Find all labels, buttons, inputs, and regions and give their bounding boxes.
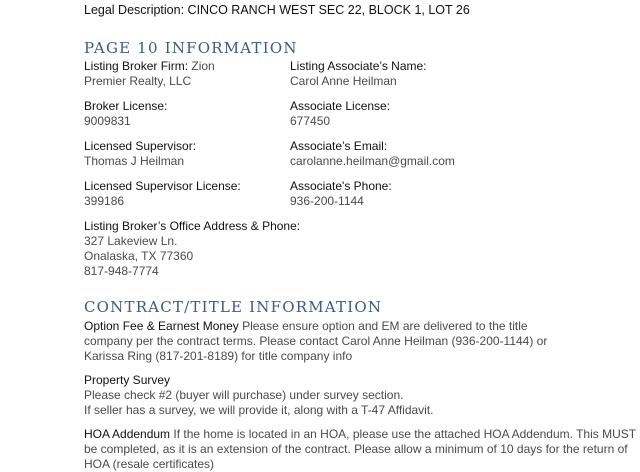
supervisor-license <box>84 179 241 209</box>
office-address <box>84 219 300 279</box>
supervisor-license-label: Licensed Supervisor License: <box>84 179 241 193</box>
associate-phone <box>290 179 392 209</box>
associate-email <box>290 139 455 169</box>
hoa-text-1: If the home is located in an HOA, please use the attached HOA Addendum. This MUST <box>170 427 637 441</box>
contract-section-title: CONTRACT/TITLE INFORMATION <box>84 298 383 316</box>
listing-broker-firm-value-2: Premier Realty, LLC <box>84 74 192 88</box>
hoa-text-3: HOA (resale certificates) <box>84 457 215 471</box>
survey-paragraph <box>84 373 614 418</box>
hoa-text-2: be completed, as it is an extension of the contract. Please allow a minimum of 10 days for the return of <box>84 442 628 456</box>
office-address-label: Listing Broker’s Office Address & Phone: <box>84 219 301 233</box>
associate-license-label: Associate License: <box>290 99 391 113</box>
legal-description-label: Legal Description: <box>84 3 185 17</box>
licensed-supervisor <box>84 139 196 169</box>
office-address-line-2: Onalaska, TX 77360 <box>84 249 194 263</box>
survey-text-2: If seller has a survey, we will provide it, along with a T-47 Affidavit. <box>84 403 434 417</box>
listing-broker-firm-value-1: Zion <box>191 59 215 73</box>
licensed-supervisor-label: Licensed Supervisor: <box>84 139 197 153</box>
office-phone: 817-948-7774 <box>84 264 159 278</box>
option-fee-paragraph <box>84 319 614 364</box>
associate-email-value: carolanne.heilman@gmail.com <box>290 154 455 168</box>
associate-phone-label: Associate's Phone: <box>290 179 392 193</box>
listing-associate-name <box>290 59 427 89</box>
legal-description <box>84 2 470 18</box>
listing-broker-firm <box>84 59 215 89</box>
associate-email-label: Associate’s Email: <box>290 139 388 153</box>
listing-associate-name-value: Carol Anne Heilman <box>290 74 397 88</box>
associate-phone-value: 936-200-1144 <box>290 194 364 208</box>
option-fee-text-1: Please ensure option and EM are delivered to the title <box>238 319 528 333</box>
listing-associate-name-label: Listing Associate’s Name: <box>290 59 427 73</box>
associate-license <box>290 99 390 129</box>
hoa-paragraph <box>84 427 637 472</box>
hoa-heading: HOA Addendum <box>84 427 171 441</box>
office-address-line-1: 327 Lakeview Ln. <box>84 234 178 248</box>
option-fee-heading: Option Fee & Earnest Money <box>84 319 239 333</box>
supervisor-license-value: 399186 <box>84 194 125 208</box>
option-fee-text-3: Karissa Ring (817-201-8189) for title company info <box>84 349 353 363</box>
legal-description-value: CINCO RANCH WEST SEC 22, BLOCK 1, LOT 26 <box>187 3 470 17</box>
survey-heading: Property Survey <box>84 373 171 387</box>
option-fee-text-2: company per the contract terms. Please contact Carol Anne Heilman (936-200-1144) or <box>84 334 548 348</box>
listing-broker-firm-label: Listing Broker Firm: <box>84 59 189 73</box>
associate-license-value: 677450 <box>290 114 331 128</box>
licensed-supervisor-value: Thomas J Heilman <box>84 154 185 168</box>
page10-section-title: PAGE 10 INFORMATION <box>84 39 298 57</box>
broker-license-label: Broker License: <box>84 99 168 113</box>
survey-text-1: Please check #2 (buyer will purchase) under survey section. <box>84 388 404 402</box>
broker-license-value: 9009831 <box>84 114 131 128</box>
broker-license <box>84 99 167 129</box>
